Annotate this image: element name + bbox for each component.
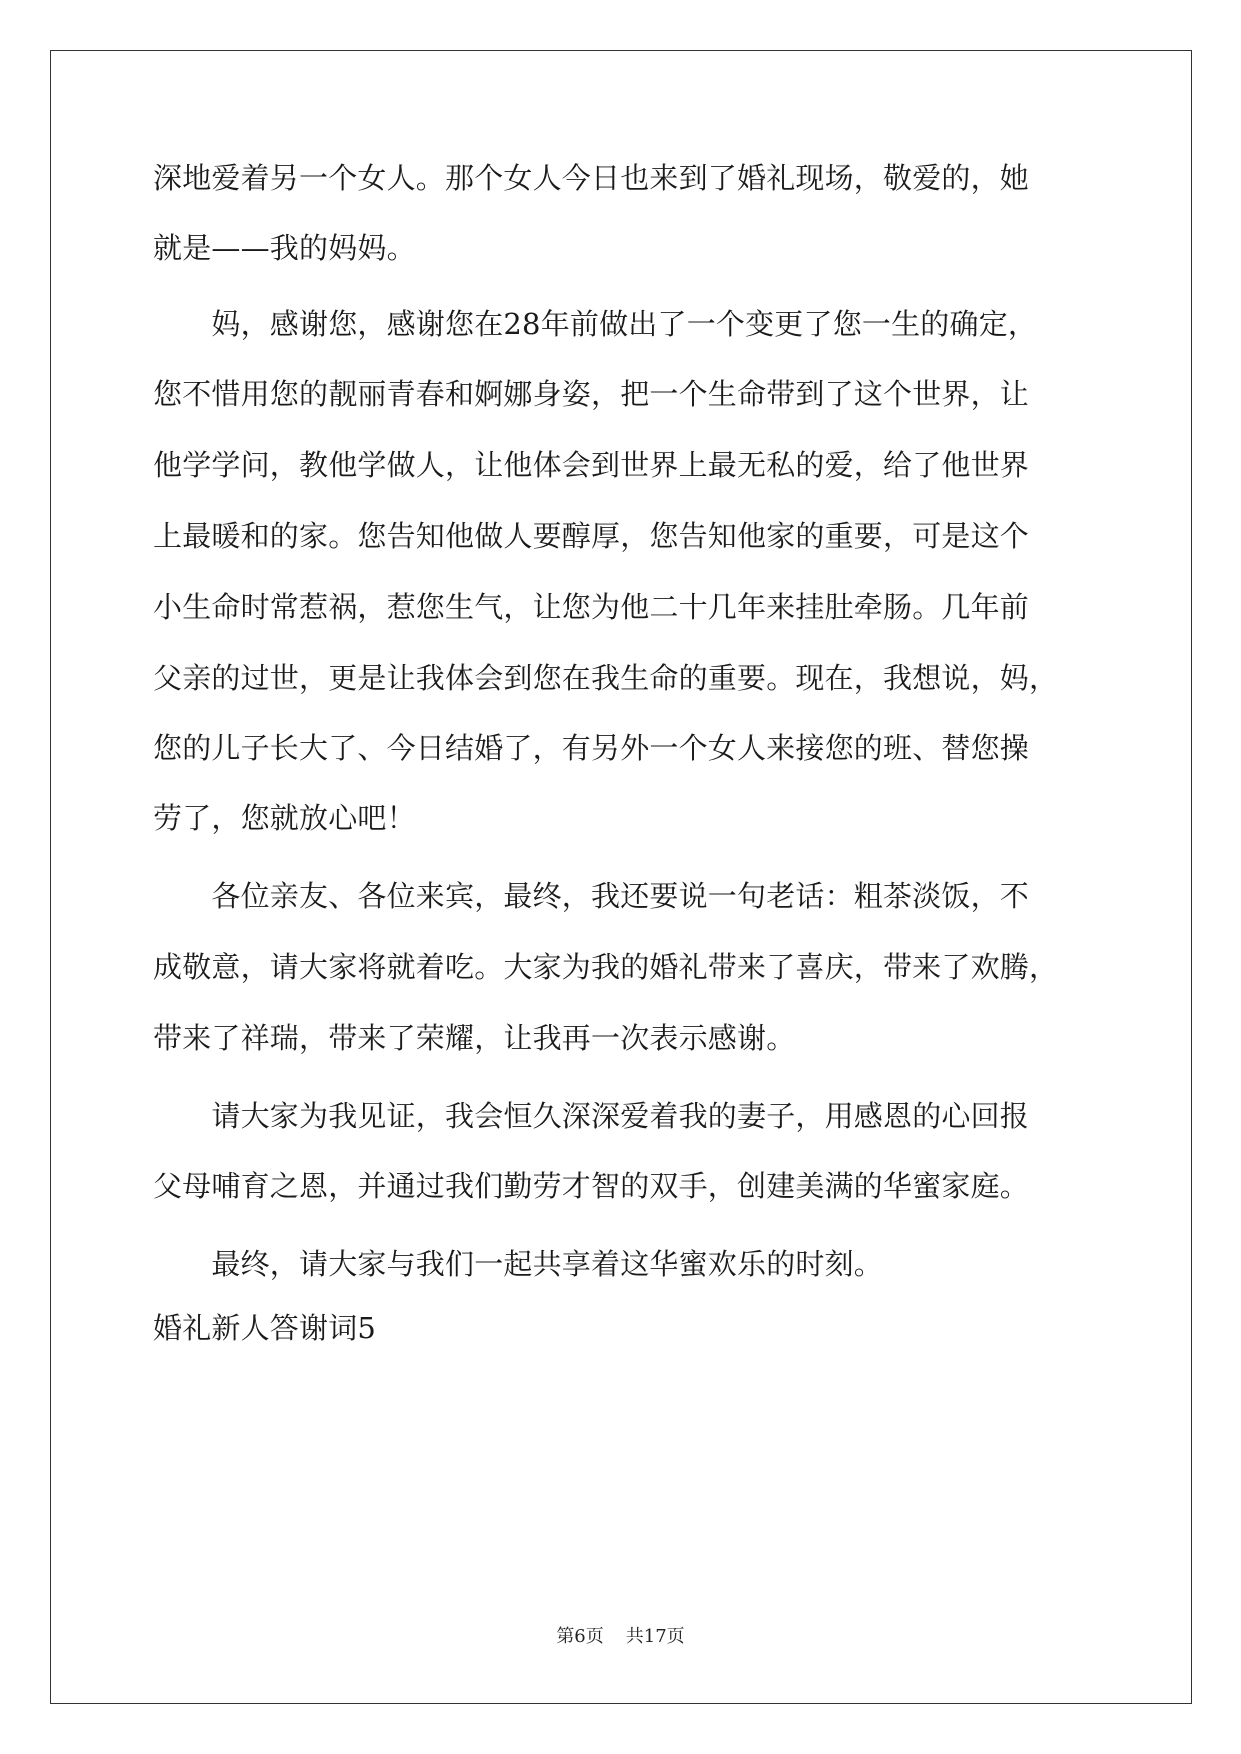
text-line: 上最暖和的家。您告知他做人要醇厚，您告知他家的重要，可是这个	[153, 519, 1030, 553]
text-line: 小生命时常惹祸，惹您生气，让您为他二十几年来挂肚牵肠。几年前	[153, 590, 1030, 624]
text-line: 深地爱着另一个女人。那个女人今日也来到了婚礼现场，敬爱的，她	[153, 161, 1030, 195]
text-line: 请大家为我见证，我会恒久深深爱着我的妻子，用感恩的心回报	[153, 1099, 1030, 1133]
text-line: 劳了，您就放心吧！	[153, 801, 416, 835]
text-line: 最终，请大家与我们一起共享着这华蜜欢乐的时刻。	[153, 1247, 884, 1281]
text-line: 父母哺育之恩，并通过我们勤劳才智的双手，创建美满的华蜜家庭。	[153, 1169, 1030, 1203]
text-line: 妈，感谢您，感谢您在28年前做出了一个变更了您一生的确定，	[153, 307, 1038, 341]
text-line: 成敬意，请大家将就着吃。大家为我的婚礼带来了喜庆，带来了欢腾，	[153, 950, 1059, 984]
page-border	[50, 50, 1192, 1704]
text-line: 他学学问，教他学做人，让他体会到世界上最无私的爱，给了他世界	[153, 448, 1030, 482]
text-line: 您不惜用您的靓丽青春和婀娜身姿，把一个生命带到了这个世界，让	[153, 377, 1030, 411]
text-line: 带来了祥瑞，带来了荣耀，让我再一次表示感谢。	[153, 1021, 796, 1055]
section-heading: 婚礼新人答谢词5	[153, 1311, 377, 1345]
text-line: 您的儿子长大了、今日结婚了，有另外一个女人来接您的班、替您操	[153, 731, 1030, 765]
page-number: 第6页	[556, 1626, 604, 1647]
text-line: 父亲的过世，更是让我体会到您在我生命的重要。现在，我想说，妈，	[153, 661, 1059, 695]
page-total: 共17页	[625, 1626, 685, 1647]
page-footer	[0, 1622, 1241, 1648]
text-line: 就是——我的妈妈。	[153, 231, 416, 265]
text-line: 各位亲友、各位来宾，最终，我还要说一句老话：粗茶淡饭，不	[153, 879, 1030, 913]
